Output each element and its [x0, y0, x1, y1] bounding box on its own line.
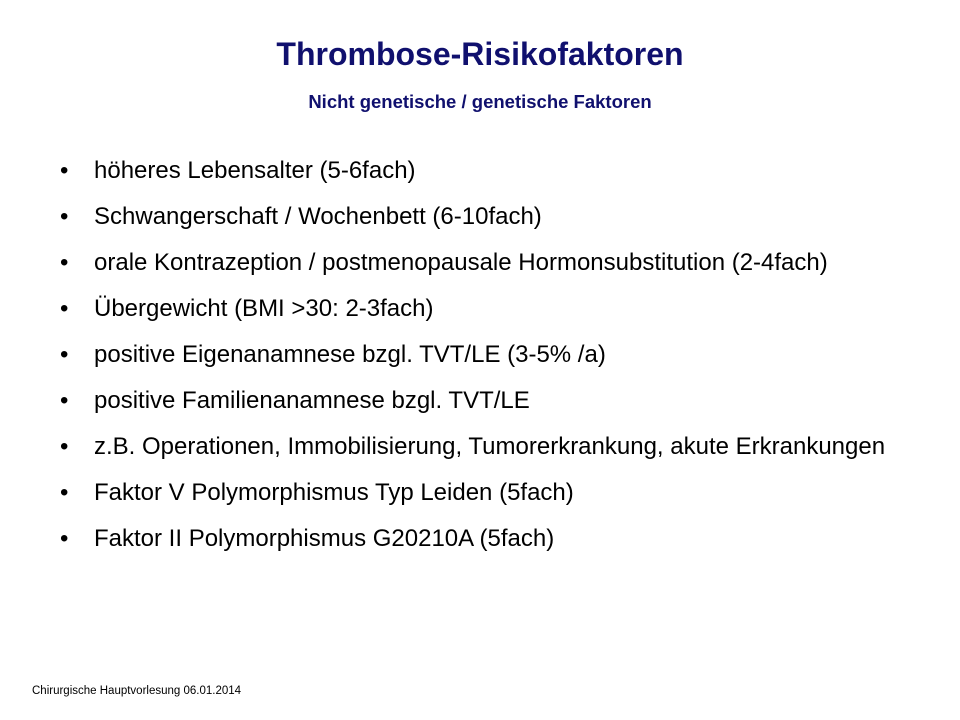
bullet-text: z.B. Operationen, Immobilisierung, Tumorerkrankung, akute Erkrankungen — [94, 433, 886, 460]
footer-text: Chirurgische Hauptvorlesung 06.01.2014 — [32, 685, 242, 697]
bullet-icon: • — [60, 433, 69, 460]
bullet-text: orale Kontrazeption / postmenopausale Hormonsubstitution (2-4fach) — [94, 249, 828, 276]
bullet-icon: • — [60, 341, 69, 368]
bullet-item — [60, 521, 930, 556]
bullet-icon: • — [60, 387, 69, 414]
bullet-text: höheres Lebensalter (5-6fach) — [94, 157, 416, 184]
bullet-item — [60, 383, 930, 418]
bullet-list — [60, 153, 930, 567]
slide-subtitle: Nicht genetische / genetische Faktoren — [308, 91, 652, 112]
slide-title: Thrombose-Risikofaktoren — [276, 36, 684, 72]
bullet-text: Faktor II Polymorphismus G20210A (5fach) — [94, 525, 555, 552]
bullet-icon: • — [60, 525, 69, 552]
bullet-text: positive Familienanamnese bzgl. TVT/LE — [94, 387, 530, 414]
bullet-icon: • — [60, 479, 69, 506]
bullet-text: Übergewicht (BMI >30: 2-3fach) — [94, 295, 434, 322]
bullet-item — [60, 153, 930, 188]
bullet-text: Faktor V Polymorphismus Typ Leiden (5fach) — [94, 479, 574, 506]
bullet-item — [60, 245, 930, 280]
bullet-item — [60, 199, 930, 234]
bullet-icon: • — [60, 295, 69, 322]
bullet-item — [60, 291, 930, 326]
bullet-item — [60, 337, 930, 372]
bullet-text: positive Eigenanamnese bzgl. TVT/LE (3-5% /a) — [94, 341, 606, 368]
bullet-item — [60, 429, 930, 464]
bullet-icon: • — [60, 203, 69, 230]
bullet-icon: • — [60, 249, 69, 276]
bullet-text: Schwangerschaft / Wochenbett (6-10fach) — [94, 203, 542, 230]
bullet-item — [60, 475, 930, 510]
bullet-icon: • — [60, 157, 69, 184]
